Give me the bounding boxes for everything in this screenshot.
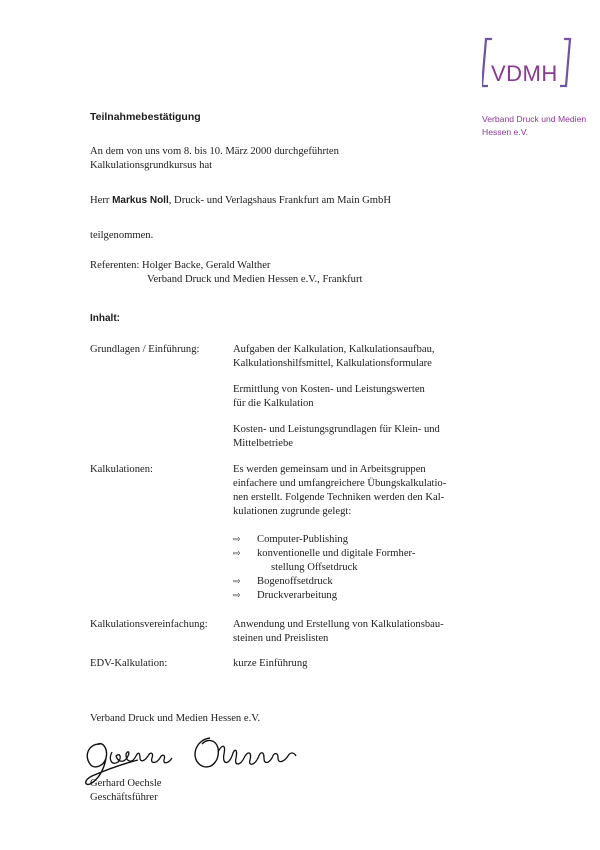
section-label-vereinfachung: Kalkulationsvereinfachung: (90, 619, 208, 630)
arrow-right-icon: ⇨ (233, 549, 241, 559)
signatory-role: Geschäftsführer (90, 792, 158, 803)
arrow-right-icon: ⇨ (233, 535, 241, 545)
participant-company: , Druck- und Verlagshaus Frankfurt am Main GmbH (168, 195, 391, 206)
section-label-grundlagen: Grundlagen / Einführung: (90, 344, 200, 355)
kalkulationen-line-4: kulationen zugrunde gelegt: (233, 506, 352, 517)
arrow-right-icon: ⇨ (233, 577, 241, 587)
signature-right (188, 730, 300, 778)
signatory-name: Gerhard Oechsle (90, 778, 162, 789)
intro-line-1: An dem von uns vom 8. bis 10. März 2000 durchgeführten (90, 146, 339, 157)
vdmh-logo (482, 36, 574, 90)
org-name-line2: Hessen e.V. (482, 127, 529, 137)
participant-name: Markus Noll (112, 195, 169, 206)
vereinfachung-line-1: Anwendung und Erstellung von Kalkulationsbau- (233, 619, 444, 630)
logo-text: VDMH (491, 61, 558, 86)
grundlagen-p2-line1: Ermittlung von Kosten- und Leistungswerten (233, 384, 425, 395)
participant-line (90, 195, 391, 206)
grundlagen-p3-line2: Mittelbetriebe (233, 438, 294, 449)
grundlagen-p1-line2: Kalkulationshilfsmittel, Kalkulationsformulare (233, 358, 432, 369)
grundlagen-p3-line1: Kosten- und Leistungsgrundlagen für Klein- und (233, 424, 440, 435)
vereinfachung-line-2: steinen und Preislisten (233, 633, 329, 644)
bullet-item: Bogenoffsetdruck (257, 576, 333, 587)
grundlagen-p2-line2: für die Kalkulation (233, 398, 314, 409)
arrow-right-icon: ⇨ (233, 591, 241, 601)
document-title: Teilnahmebestätigung (90, 111, 201, 123)
intro-line-2: Kalkulationsgrundkursus hat (90, 160, 213, 171)
content-heading: Inhalt: (90, 313, 120, 324)
kalkulationen-line-3: nen erstellt. Folgende Techniken werden den Kal- (233, 492, 445, 503)
grundlagen-p1-line1: Aufgaben der Kalkulation, Kalkulationsaufbau, (233, 344, 435, 355)
kalkulationen-line-2: einfachere und umfangreichere Übungskalkulatio- (233, 478, 447, 489)
closing-organization: Verband Druck und Medien Hessen e.V. (90, 713, 261, 724)
bullet-item: konventionelle und digitale Formher- (257, 548, 416, 559)
org-name-line1: Verband Druck und Medien (482, 114, 587, 124)
participated-text: teilgenommen. (90, 230, 154, 241)
section-label-kalkulationen: Kalkulationen: (90, 464, 153, 475)
edv-text: kurze Einführung (233, 658, 308, 669)
bullet-item: Computer-Publishing (257, 534, 349, 545)
bullet-item: Druckverarbeitung (257, 590, 338, 601)
kalkulationen-line-1: Es werden gemeinsam und in Arbeitsgruppen (233, 464, 426, 475)
referents-line-1: Referenten: Holger Backe, Gerald Walther (90, 260, 271, 271)
section-label-edv: EDV-Kalkulation: (90, 658, 168, 669)
bullet-item-continued: stellung Offsetdruck (271, 562, 358, 573)
referents-line-2: Verband Druck und Medien Hessen e.V., Frankfurt (147, 274, 363, 285)
participant-prefix: Herr (90, 195, 113, 206)
